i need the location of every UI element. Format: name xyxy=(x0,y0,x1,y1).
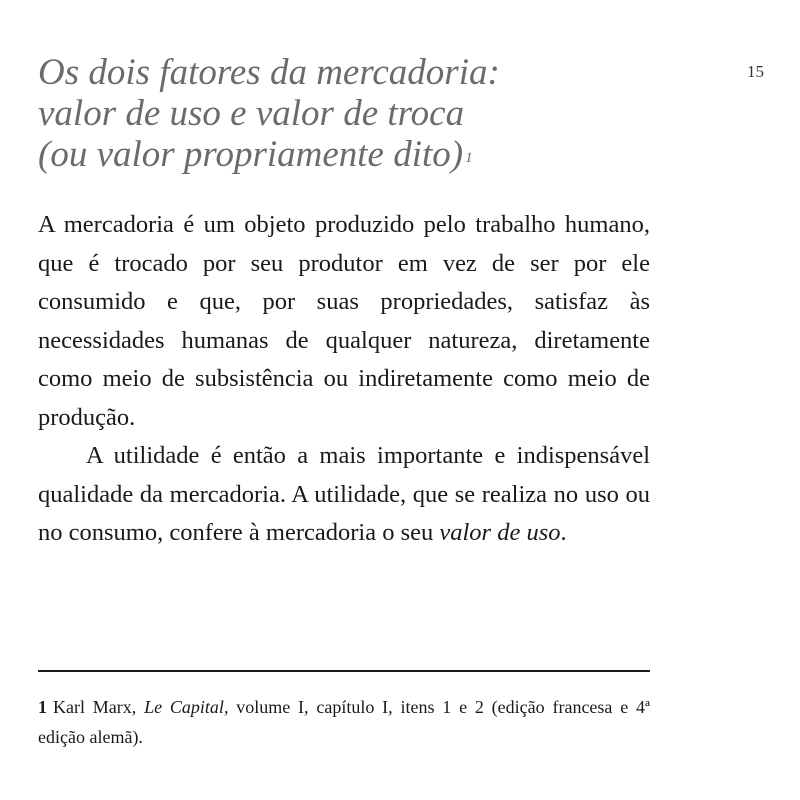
body-text xyxy=(38,206,650,553)
footnote-details: , volume I, capítulo I, itens 1 e 2 (edição francesa e 4ª edição alemã). xyxy=(38,697,650,747)
body-paragraph-2-lead: A utilidade é então a mais importante e indispensável qualidade da mercadoria. A utilidade, que se realiza no uso ou no consumo, confere à mercadoria o seu xyxy=(38,442,650,546)
footnote-work-title: Le Capital xyxy=(144,697,224,717)
chapter-title-line-3-text: (ou valor propriamente dito) xyxy=(38,134,464,175)
chapter-title-line-2: valor de uso e valor de troca xyxy=(38,93,465,134)
chapter-title-line-3 xyxy=(38,134,678,175)
chapter-title xyxy=(38,52,678,175)
chapter-title-line-1: Os dois fatores da mercadoria: xyxy=(38,52,500,93)
emphasis-valor-de-uso: valor de uso xyxy=(439,519,561,546)
footnote-number: 1 xyxy=(38,697,47,717)
footnote xyxy=(38,692,650,752)
body-paragraph-2-tail: . xyxy=(560,519,567,546)
footnote-divider xyxy=(38,670,650,672)
footnote-reference-marker[interactable]: 1 xyxy=(465,150,473,166)
body-paragraph-1: A mercadoria é um objeto produzido pelo trabalho humano, que é trocado por seu produtor em vez de ser por ele consumido e que, por suas propriedades, satisfaz às necessidades humanas de qualquer natureza, diretamente como meio de subsistência ou indiretamente como meio de produção. xyxy=(38,211,650,431)
footnote-author: Karl Marx, xyxy=(53,697,145,717)
body-paragraph-2 xyxy=(38,437,650,553)
page-number: 15 xyxy=(747,62,764,81)
